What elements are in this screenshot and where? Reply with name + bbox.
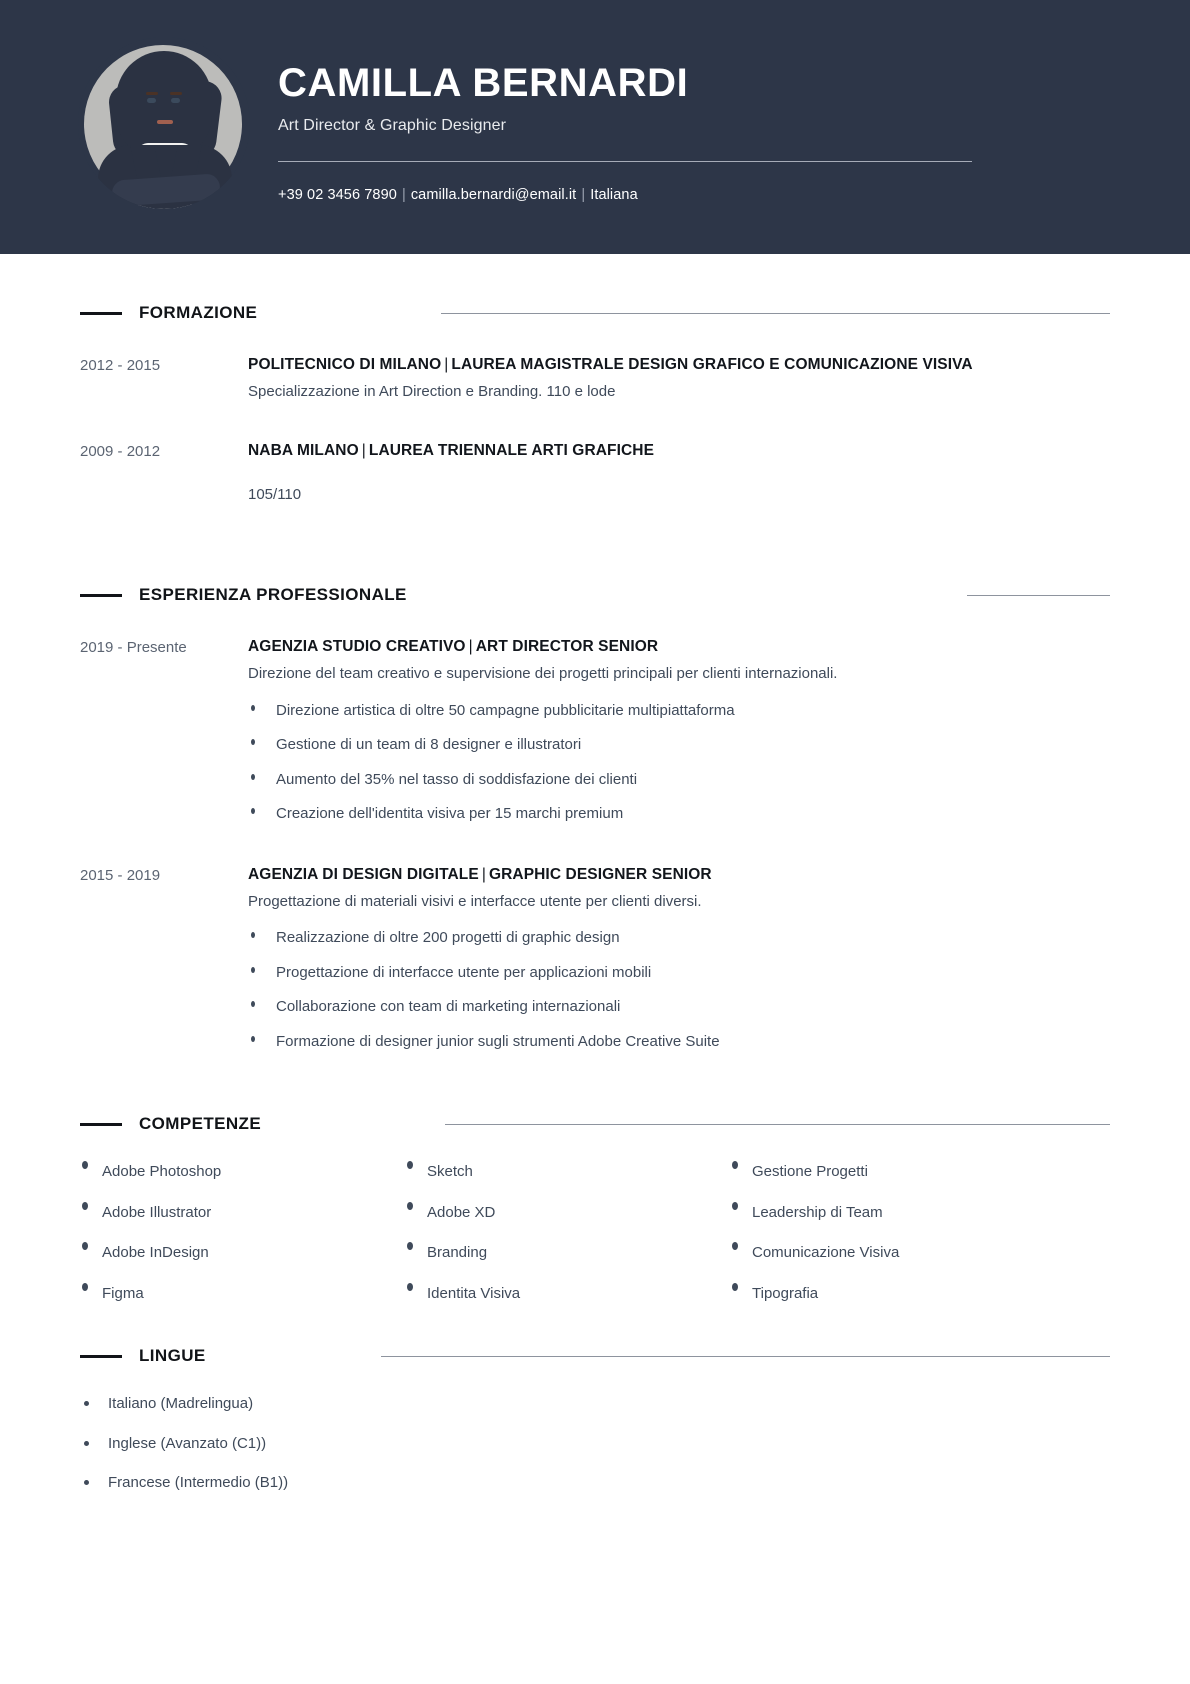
header-divider (278, 161, 972, 162)
list-item: Inglese (Avanzato (C1)) (80, 1433, 1110, 1456)
skill-item: Sketch (405, 1161, 730, 1184)
section-skills (80, 1109, 1110, 1323)
language-list (80, 1393, 1110, 1495)
portrait-photo (78, 37, 250, 209)
experience-entry (80, 636, 1110, 838)
contact-separator-2: | (581, 187, 586, 203)
section-header-experience (80, 580, 1110, 610)
entry-org: POLITECNICO DI MILANO (248, 356, 442, 373)
nationality-text: Italiana (590, 187, 638, 203)
phone-text: +39 02 3456 7890 (278, 187, 397, 203)
skills-grid (80, 1161, 1110, 1323)
section-dash-icon (80, 1123, 122, 1126)
section-experience (80, 580, 1110, 1065)
list-item: Gestione di un team di 8 designer e illustratori (248, 734, 1110, 757)
section-title: FORMAZIONE (139, 303, 258, 322)
section-education (80, 298, 1110, 506)
section-rule (445, 1124, 1110, 1125)
section-rule (967, 595, 1110, 596)
entry-role: GRAPHIC DESIGNER SENIOR (488, 865, 712, 883)
list-item: Direzione artistica di oltre 50 campagne pubblicitarie multipiattaforma (248, 700, 1110, 723)
entry-org: AGENZIA DI DESIGN DIGITALE (248, 865, 479, 883)
entry-description: Specializzazione in Art Direction e Branding. 110 e lode (248, 383, 616, 400)
section-languages (80, 1341, 1110, 1495)
entry-title (248, 864, 1110, 886)
entry-pipe: | (481, 865, 486, 883)
section-title: COMPETENZE (139, 1114, 262, 1133)
entry-pipe: | (361, 441, 366, 459)
header-text-block (278, 40, 990, 203)
section-header-skills (80, 1109, 1110, 1139)
section-rule (381, 1356, 1110, 1357)
entry-date: 2019 - Presente (80, 639, 187, 656)
entry-role: ART DIRECTOR SENIOR (475, 638, 659, 655)
entry-org: NABA MILANO (248, 441, 359, 459)
section-rule (441, 313, 1110, 314)
email-text: camilla.bernardi@email.it (410, 187, 577, 203)
experience-entry (80, 864, 1110, 1066)
resume-body (0, 254, 1190, 1495)
entry-grade: 105/110 (248, 485, 302, 503)
resume-header (0, 0, 1190, 254)
entry-pipe: | (468, 638, 473, 655)
list-item: Formazione di designer junior sugli strumenti Adobe Creative Suite (248, 1031, 1110, 1054)
contact-line (278, 187, 990, 203)
section-header-education (80, 298, 1110, 328)
entry-title (248, 636, 1110, 658)
avatar (78, 37, 250, 209)
achievement-list (248, 700, 1110, 826)
education-entry (80, 440, 1110, 507)
job-subtitle: Art Director & Graphic Designer (278, 117, 507, 134)
skills-column-3 (730, 1161, 1055, 1323)
entry-role: LAUREA TRIENNALE ARTI GRAFICHE (368, 441, 655, 459)
section-dash-icon (80, 594, 122, 597)
skill-item: Branding (405, 1242, 730, 1265)
skills-column-2 (405, 1161, 730, 1323)
section-header-languages (80, 1341, 1110, 1371)
skill-item: Adobe Photoshop (80, 1161, 405, 1184)
list-item: Progettazione di interfacce utente per applicazioni mobili (248, 962, 1110, 985)
section-title: LINGUE (139, 1346, 206, 1365)
section-title: ESPERIENZA PROFESSIONALE (139, 585, 407, 604)
list-item: Italiano (Madrelingua) (80, 1393, 1110, 1416)
skill-item: Tipografia (730, 1283, 1055, 1306)
list-item: Francese (Intermedio (B1)) (80, 1472, 1110, 1495)
skills-column-1 (80, 1161, 405, 1323)
skill-item: Gestione Progetti (730, 1161, 1055, 1184)
entry-date: 2015 - 2019 (80, 866, 161, 884)
page-title: CAMILLA BERNARDI (278, 61, 689, 105)
entry-description: Direzione del team creativo e supervisione dei progetti principali per clienti internazionali. (248, 665, 838, 682)
list-item: Aumento del 35% nel tasso di soddisfazione dei clienti (248, 769, 1110, 792)
list-item: Collaborazione con team di marketing internazionali (248, 996, 1110, 1019)
education-entry (80, 354, 1110, 404)
list-item: Creazione dell'identita visiva per 15 marchi premium (248, 803, 1110, 826)
entry-title (248, 354, 1110, 376)
section-dash-icon (80, 1355, 122, 1358)
skill-item: Adobe XD (405, 1202, 730, 1225)
section-dash-icon (80, 312, 122, 315)
entry-pipe: | (444, 356, 449, 373)
list-item: Realizzazione di oltre 200 progetti di graphic design (248, 927, 1110, 950)
entry-title (248, 440, 1110, 462)
skill-item: Adobe InDesign (80, 1242, 405, 1265)
contact-separator-1: | (401, 187, 406, 203)
skill-item: Identita Visiva (405, 1283, 730, 1306)
entry-org: AGENZIA STUDIO CREATIVO (248, 638, 466, 655)
entry-description: Progettazione di materiali visivi e interfacce utente per clienti diversi. (248, 892, 702, 910)
skill-item: Figma (80, 1283, 405, 1306)
entry-role: LAUREA MAGISTRALE DESIGN GRAFICO E COMUNICAZIONE VISIVA (451, 356, 973, 373)
skill-item: Leadership di Team (730, 1202, 1055, 1225)
entry-date: 2012 - 2015 (80, 357, 161, 374)
skill-item: Adobe Illustrator (80, 1202, 405, 1225)
achievement-list (248, 927, 1110, 1053)
entry-date: 2009 - 2012 (80, 442, 161, 460)
skill-item: Comunicazione Visiva (730, 1242, 1055, 1265)
